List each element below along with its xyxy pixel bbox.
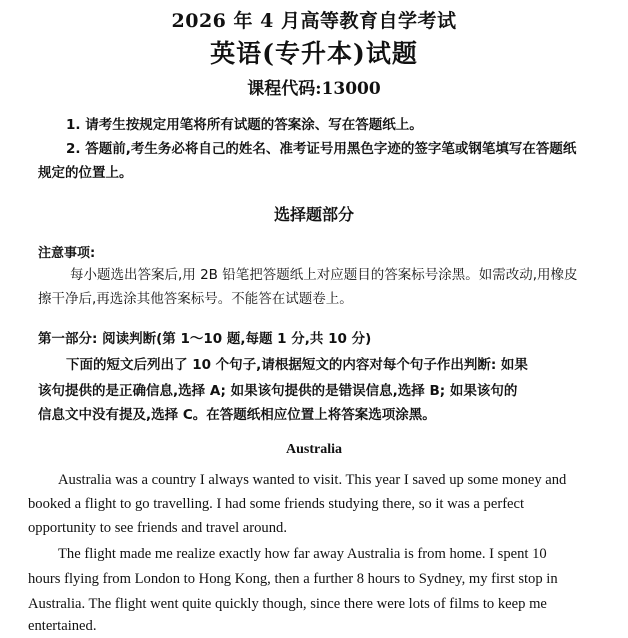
subject-title: 英语(专升本)试题 (210, 39, 418, 68)
course-code: 课程代码:13000 (247, 79, 381, 99)
passage-line: The flight made me realize exactly how far away Australia is from home. I spent 10 (58, 546, 547, 562)
attention-label: 注意事项: (38, 246, 96, 261)
notice-line-1: 1. 请考生按规定用笔将所有试题的答案涂、写在答题纸上。 (66, 117, 423, 133)
attention-line-1: 每小题选出答案后,用 2B 铅笔把答题纸上对应题目的答案标号涂黑。如需改动,用橡皮 (70, 267, 578, 283)
passage-line: Australia was a country I always wanted to visit. This year I saved up some money and (58, 472, 567, 488)
passage-line: opportunity to see friends and travel around. (28, 520, 287, 536)
passage-line: hours flying from London to Hong Kong, then a further 8 hours to Sydney, my first stop in (28, 571, 558, 587)
passage-title: Australia (286, 442, 342, 457)
notice-line-2: 2. 答题前,考生务必将自己的姓名、准考证号用黑色字迹的签字笔或钢笔填写在答题纸 (66, 141, 577, 157)
passage-line: booked a flight to go travelling. I had some friends studying there, so it was a perfect (28, 496, 525, 512)
exam-title: 2026 年 4 月高等教育自学考试 (171, 10, 457, 32)
part1-instruction-line-2: 该句提供的是正确信息,选择 A; 如果该句提供的是错误信息,选择 B; 如果该句的 (38, 383, 518, 399)
part1-instruction-line-3: 信息文中没有提及,选择 C。在答题纸相应位置上将答案选项涂黑。 (38, 407, 436, 423)
section-heading: 选择题部分 (273, 205, 354, 224)
part1-title: 第一部分: 阅读判断(第 1～10 题,每题 1 分,共 10 分) (38, 331, 372, 347)
part1-instruction-line-1: 下面的短文后列出了 10 个句子,请根据短文的内容对每个句子作出判断: 如果 (66, 357, 528, 373)
attention-line-2: 擦干净后,再选涂其他答案标号。不能答在试题卷上。 (38, 291, 353, 307)
passage-line: entertained. (28, 618, 97, 634)
notice-line-3: 规定的位置上。 (38, 165, 133, 181)
passage-line: Australia. The flight went quite quickly though, since there were lots of films to keep me (28, 596, 547, 612)
